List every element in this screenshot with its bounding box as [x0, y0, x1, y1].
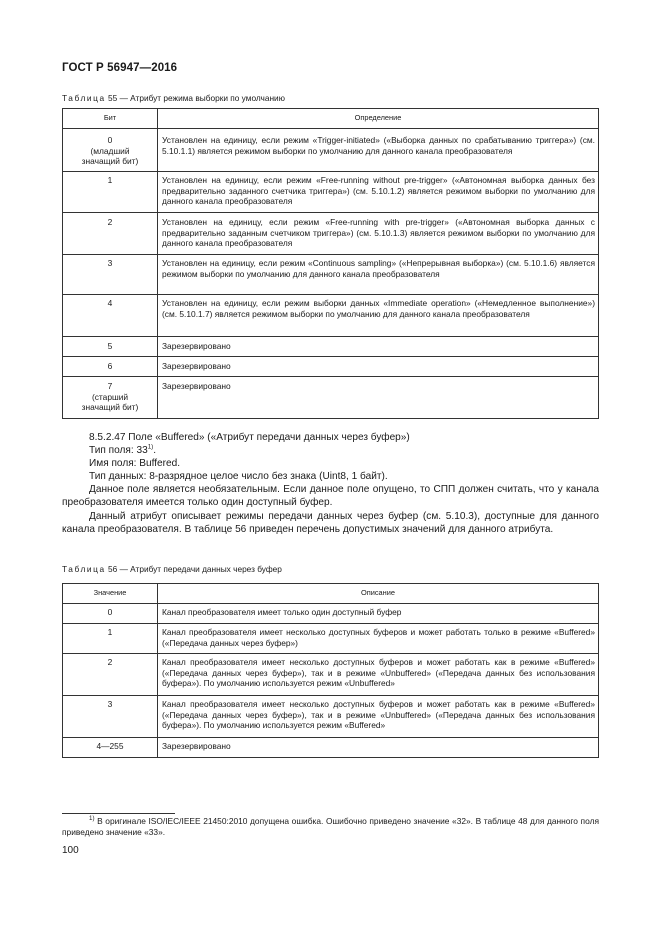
- table-56: [62, 583, 599, 758]
- definition-cell: Установлен на единицу, если режим «Free-running with pre-trigger» («Автономная выборка данных с предварительно заданным счетчиком триггера») (см. 5.10.1.3) является режимом выборки по умолчанию для данного канала преобразователя: [158, 213, 599, 255]
- table-caption-word: Таблица: [62, 564, 106, 574]
- table-55-caption: [62, 93, 285, 103]
- bit-cell: 6: [63, 357, 158, 377]
- value-cell: 2: [63, 654, 158, 696]
- table-row: [63, 213, 599, 255]
- paragraph-attribute-description: Данный атрибут описывает режимы передачи данных через буфер (см. 5.10.3), доступные для данного канала преобразователя. В таблице 56 приведен перечень допустимых значений для данного атрибута.: [62, 510, 599, 535]
- bit-cell: 5: [63, 337, 158, 357]
- bit-cell: 0 (младший значащий бит): [63, 129, 158, 172]
- table-row: [63, 337, 599, 357]
- table-row: [63, 624, 599, 654]
- page-number: 100: [62, 845, 79, 856]
- table-row: [63, 129, 599, 172]
- field-type-line: Тип поля: 33$^{1)}$.: [89, 443, 157, 457]
- definition-cell: Зарезервировано: [158, 337, 599, 357]
- column-header-bit: Бит: [63, 109, 158, 129]
- document-header: ГОСТ Р 56947—2016: [62, 62, 178, 74]
- table-row: [63, 604, 599, 624]
- description-cell: Зарезервировано: [158, 738, 599, 758]
- column-header-description: Описание: [158, 584, 599, 604]
- footnote-separator: [62, 813, 175, 814]
- section-heading: 8.5.2.47 Поле «Buffered» («Атрибут передачи данных через буфер»): [89, 432, 410, 443]
- bit-cell: 1: [63, 172, 158, 213]
- table-caption-word: Таблица: [62, 93, 106, 103]
- definition-cell: Установлен на единицу, если режим «Continuous sampling» («Непрерывная выборка») (см. 5.10.1.6) является режимом выборки по умолчанию для данного канала преобразователя: [158, 255, 599, 295]
- table-55: [62, 108, 599, 419]
- section-body: [62, 431, 599, 536]
- value-cell: 3: [63, 696, 158, 738]
- footnote: [62, 816, 599, 839]
- bit-cell: 2: [63, 213, 158, 255]
- value-cell: 4—255: [63, 738, 158, 758]
- table-caption-text: 55 — Атрибут режима выборки по умолчанию: [108, 93, 285, 103]
- definition-cell: Установлен на единицу, если режим «Free-running without pre-trigger» («Автономная выборка данных без предварительно заданного счетчика триггера») (см. 5.10.1.2) является режимом выборки по умолчанию для данного канала преобразователя: [158, 172, 599, 213]
- table-row: [63, 738, 599, 758]
- table-row: [63, 295, 599, 337]
- value-cell: 1: [63, 624, 158, 654]
- field-name-line: Имя поля: Buffered.: [89, 458, 181, 470]
- table-56-caption: [62, 564, 282, 574]
- table-row: [63, 255, 599, 295]
- bit-cell: 7 (старший значащий бит): [63, 377, 158, 419]
- table-row: [63, 696, 599, 738]
- description-cell: Канал преобразователя имеет только один доступный буфер: [158, 604, 599, 624]
- description-cell: Канал преобразователя имеет несколько доступных буферов и может работать только в режиме «Buffered» («Передача данных через буфер»): [158, 624, 599, 654]
- definition-cell: Зарезервировано: [158, 377, 599, 419]
- table-caption-text: 56 — Атрибут передачи данных через буфер: [108, 564, 282, 574]
- footnote-mark: 1): [89, 815, 95, 823]
- paragraph-optional-field: Данное поле является необязательным. Если данное поле опущено, то СПП должен считать, что у канала преобразователя имеется только один доступный буфер.: [62, 484, 599, 509]
- value-cell: 0: [63, 604, 158, 624]
- column-header-definition: Определение: [158, 109, 599, 129]
- definition-cell: Зарезервировано: [158, 357, 599, 377]
- definition-cell: Установлен на единицу, если режим выборки данных «Immediate operation» («Немедленное выполнение») (см. 5.10.1.7) является режимом выборки по умолчанию для данного канала преобразователя: [158, 295, 599, 337]
- table-row: [63, 377, 599, 419]
- description-cell: Канал преобразователя имеет несколько доступных буферов и может работать как в режиме «Buffered» («Передача данных через буфер»), так и в режиме «Unbuffered» («Передача данных без использования буфера»). По умолчанию используется режим «Buffered»: [158, 696, 599, 738]
- data-type-line: Тип данных: 8-разрядное целое число без знака (Uint8, 1 байт).: [89, 471, 388, 483]
- footnote-text: В оригинале ISO/IEC/IEEE 21450:2010 допущена ошибка. Ошибочно приведено значение «32». В таблице 48 для данного поля приведено значение «33».: [62, 816, 599, 838]
- definition-cell: Установлен на единицу, если режим «Trigger-initiated» («Выборка данных по срабатыванию триггера») (см. 5.10.1.1) является режимом выборки по умолчанию для данного канала преобразователя: [158, 129, 599, 172]
- table-row: [63, 172, 599, 213]
- column-header-value: Значение: [63, 584, 158, 604]
- table-row: [63, 357, 599, 377]
- description-cell: Канал преобразователя имеет несколько доступных буферов и может работать как в режиме «Buffered» («Передача данных через буфер»), так и в режиме «Unbuffered» («Передача данных без использования буфера»). По умолчанию используется режим «Unbuffered»: [158, 654, 599, 696]
- table-row: [63, 654, 599, 696]
- footnote-reference: 1): [147, 443, 154, 451]
- bit-cell: 4: [63, 295, 158, 337]
- bit-cell: 3: [63, 255, 158, 295]
